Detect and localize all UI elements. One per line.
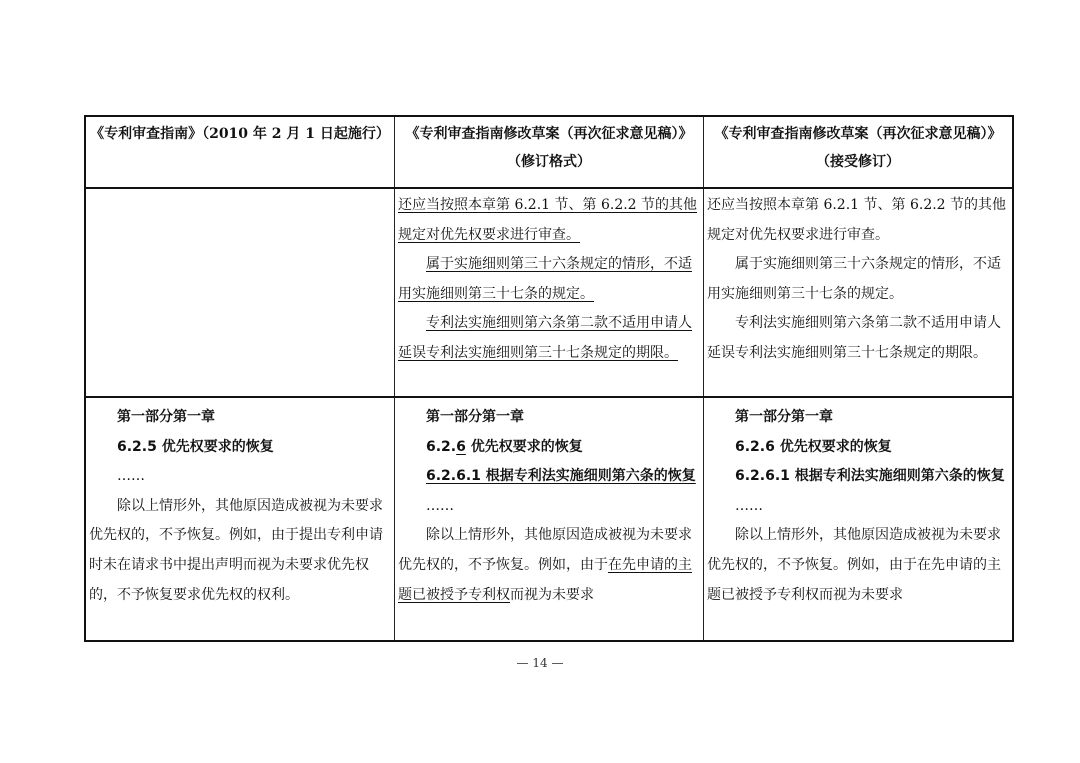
comparison-table xyxy=(84,115,1014,642)
header-draft-tracked: 《专利审查指南修改草案（再次征求意见稿）》（修订格式） xyxy=(395,116,704,188)
tracked-cell xyxy=(395,397,704,641)
ellipsis: …… xyxy=(735,497,763,514)
accepted-paragraph: 专利法实施细则第六条第二款不适用申请人延误专利法实施细则第三十七条规定的期限。 xyxy=(707,315,1001,361)
tracked-cell xyxy=(395,188,704,397)
table-row xyxy=(85,188,1013,397)
chapter-heading: 第一部分第一章 xyxy=(117,409,215,425)
empty-cell xyxy=(85,188,395,397)
tracked-paragraph: 还应当按照本章第 6.2.1 节、第 6.2.2 节的其他规定对优先权要求进行审查。 xyxy=(398,197,698,243)
changed-section-number: 6 xyxy=(456,438,466,455)
section-heading: 6.2.6 优先权要求的恢复 xyxy=(735,438,892,455)
accepted-cell xyxy=(704,188,1014,397)
tracked-paragraph: 专利法实施细则第六条第二款不适用申请人延误专利法实施细则第三十七条规定的期限。 xyxy=(398,315,692,361)
table-row xyxy=(85,397,1013,641)
ellipsis: …… xyxy=(426,497,454,514)
body-paragraph: 除以上情形外，其他原因造成被视为未要求优先权的，不予恢复。例如，由于在先申请的主题已被授予专利权而视为未要求 xyxy=(707,527,1001,603)
body-paragraph: 除以上情形外，其他原因造成被视为未要求优先权的，不予恢复。例如，由于提出专利申请时未在请求书中提出声明而视为未要求优先权的，不予恢复要求优先权的权利。 xyxy=(89,497,383,603)
ellipsis: …… xyxy=(117,468,145,485)
subsection-heading: 6.2.6.1 根据专利法实施细则第六条的恢复 xyxy=(735,468,1005,485)
subsection-heading: 6.2.6.1 根据专利法实施细则第六条的恢复 xyxy=(426,468,696,485)
accepted-paragraph: 还应当按照本章第 6.2.1 节、第 6.2.2 节的其他规定对优先权要求进行审查。 xyxy=(707,197,1007,243)
header-original-guideline: 《专利审查指南》（2010 年 2 月 1 日起施行） xyxy=(85,116,395,188)
section-heading: 6.2.5 优先权要求的恢复 xyxy=(117,438,274,455)
header-draft-accepted: 《专利审查指南修改草案（再次征求意见稿）》（接受修订） xyxy=(704,116,1014,188)
body-paragraph: 除以上情形外，其他原因造成被视为未要求优先权的，不予恢复。例如，由于在先申请的主题已被授予专利权而视为未要求 xyxy=(398,527,692,603)
inserted-text: 在先申请的主题已被授予专利权 xyxy=(398,556,692,603)
chapter-heading: 第一部分第一章 xyxy=(426,409,524,425)
table-header-row xyxy=(85,116,1013,188)
accepted-cell xyxy=(704,397,1014,641)
chapter-heading: 第一部分第一章 xyxy=(735,409,833,425)
original-cell xyxy=(85,397,395,641)
section-heading: 6.2.6 优先权要求的恢复 xyxy=(426,438,583,455)
accepted-paragraph: 属于实施细则第三十六条规定的情形，不适用实施细则第三十七条的规定。 xyxy=(707,256,1001,302)
tracked-paragraph: 属于实施细则第三十六条规定的情形，不适用实施细则第三十七条的规定。 xyxy=(398,256,692,302)
page-number: — 14 — xyxy=(516,656,564,670)
